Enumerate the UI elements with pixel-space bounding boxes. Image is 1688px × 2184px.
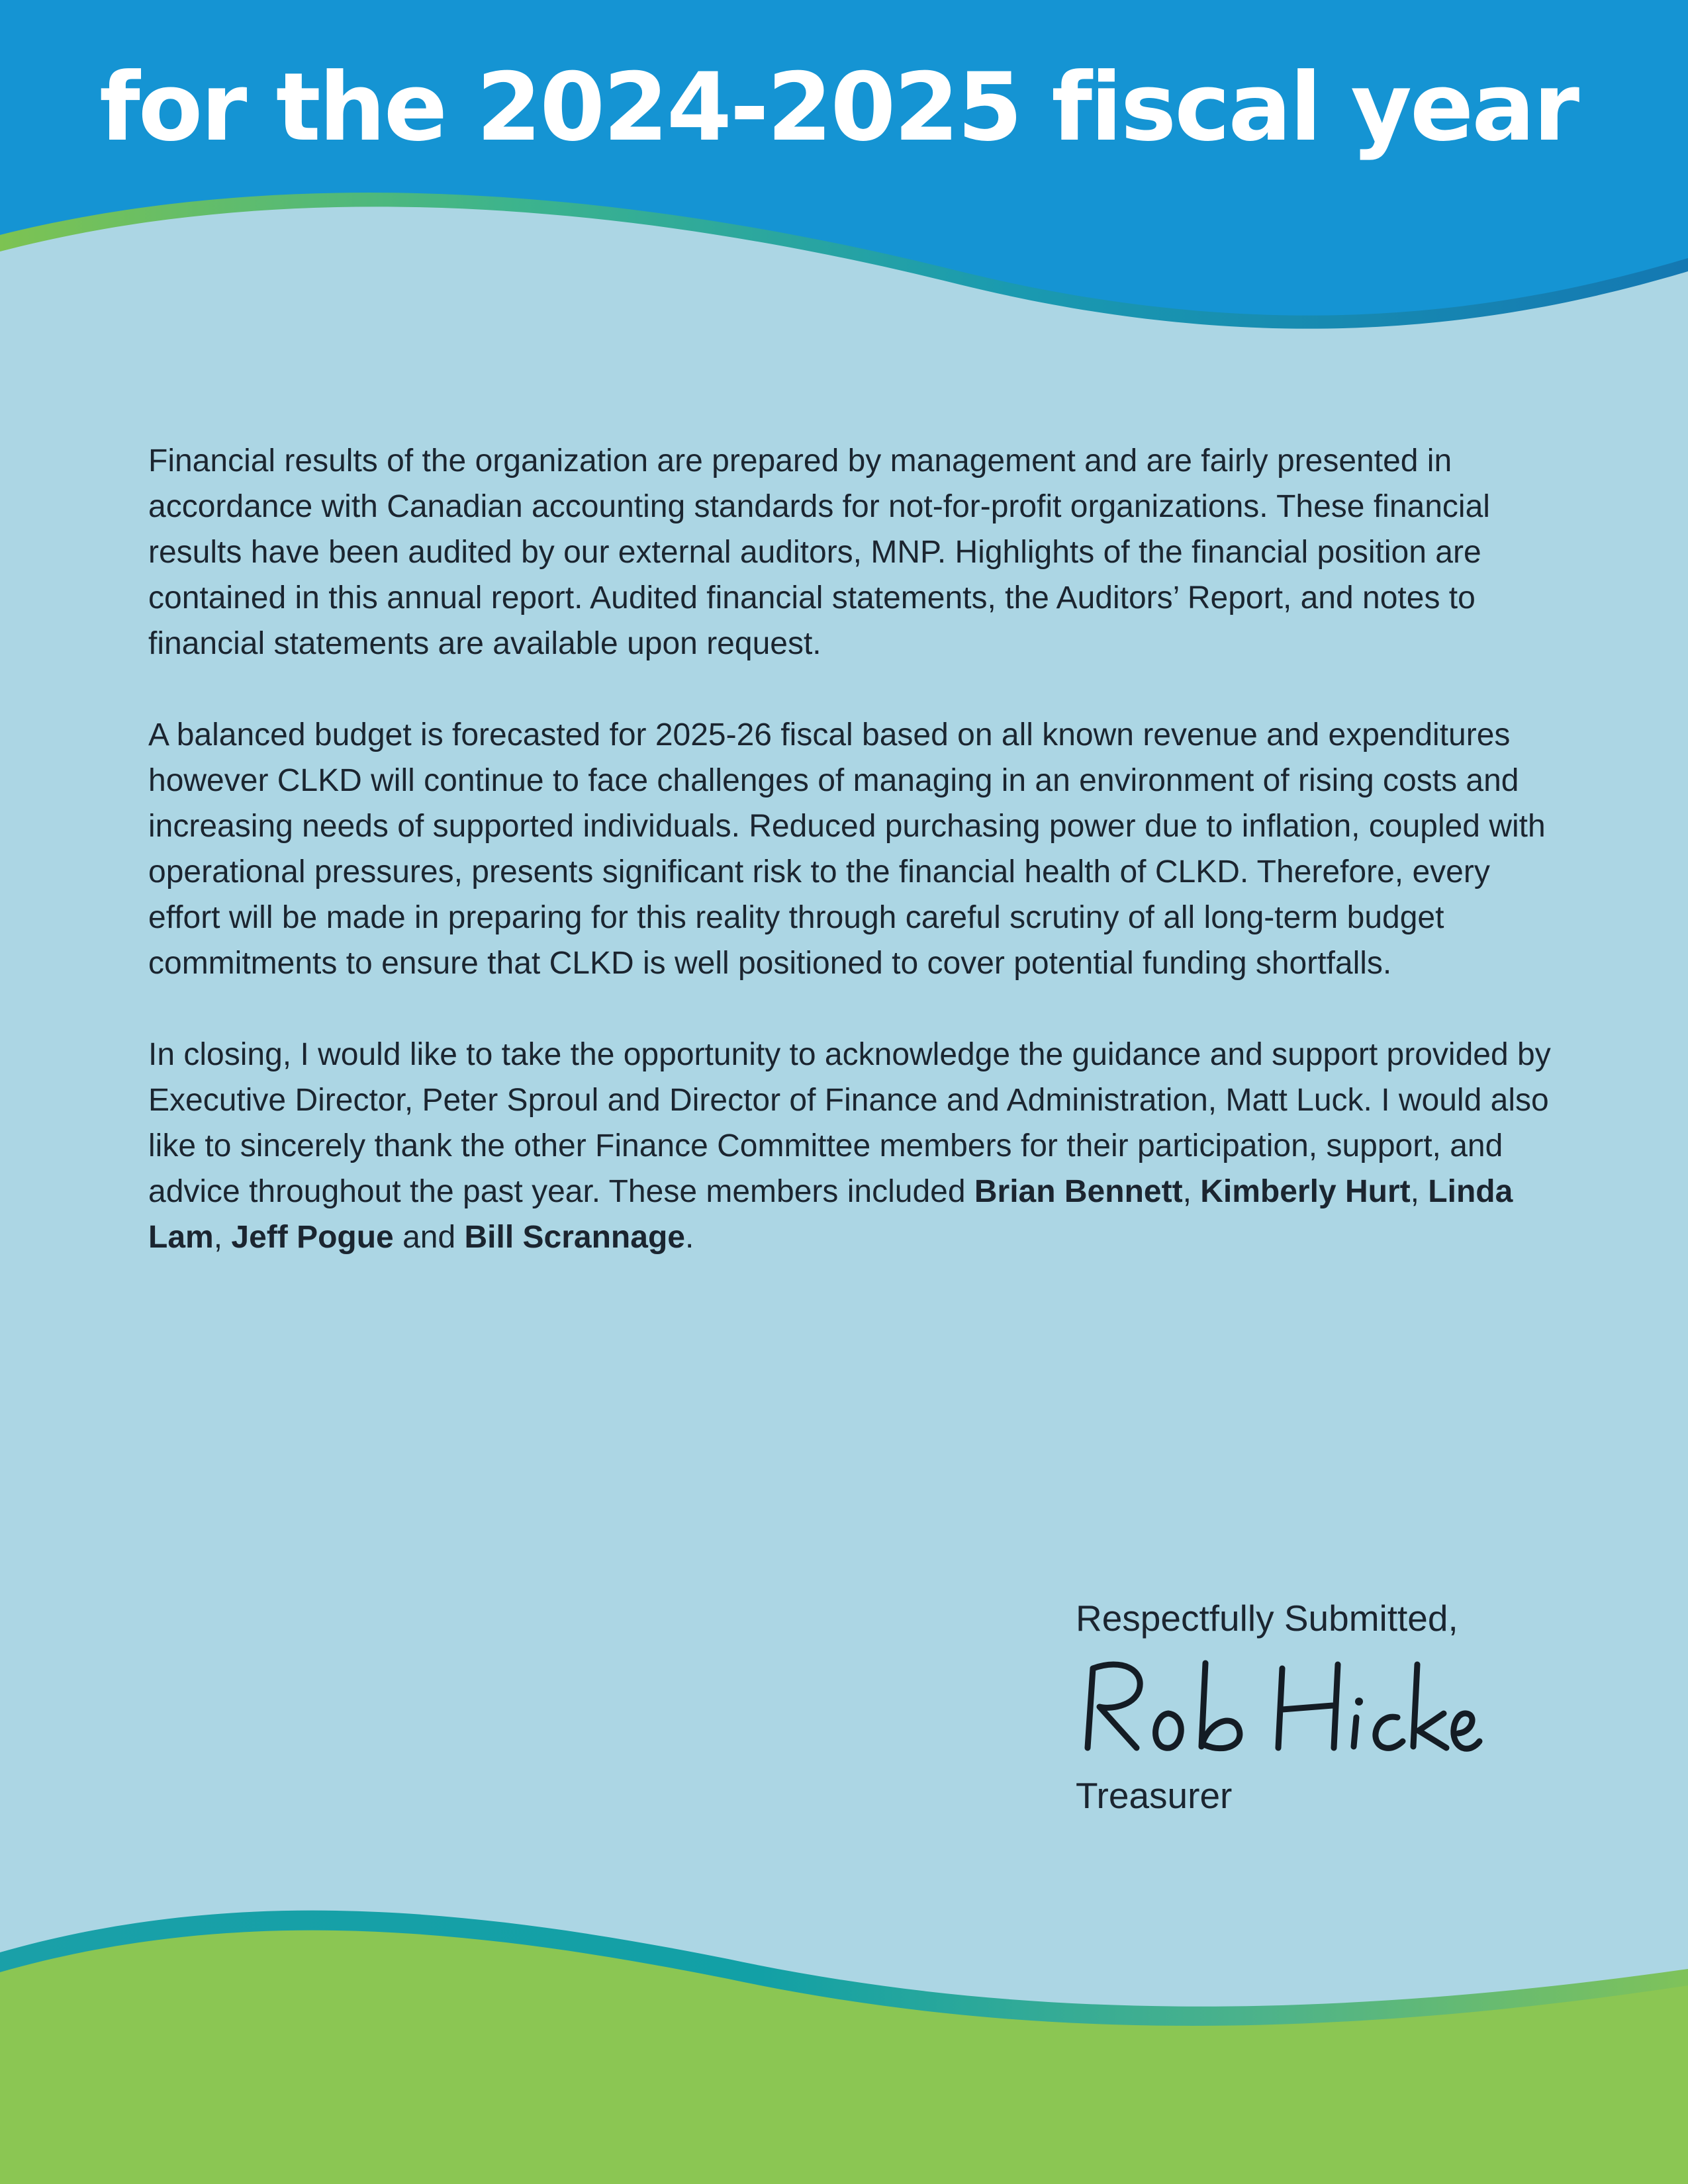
- paragraph-financial-results: Financial results of the organization are prepared by management and are fairly presented in accordance with Canadian accounting standards for not-for-profit organizations. These financial results have been audited by our external auditors, MNP. Highlights of the financial position are contained in this annual report. Audited financial statements, the Auditors’ Report, and notes to financial statements are available upon request.: [148, 443, 1490, 661]
- committee-member: Bill Scrannage: [464, 1220, 685, 1255]
- committee-member: Linda Lam: [148, 1174, 1513, 1255]
- report-body: [148, 438, 1552, 1306]
- page-title: for the 2024-2025 fiscal year: [99, 53, 1578, 162]
- committee-member: Jeff Pogue: [231, 1220, 394, 1255]
- member-separator: ,: [213, 1220, 232, 1255]
- signoff-block: [1076, 1592, 1539, 1822]
- signer-role: Treasurer: [1076, 1775, 1233, 1816]
- member-separator: ,: [1182, 1174, 1201, 1209]
- committee-member: Kimberly Hurt: [1200, 1174, 1411, 1209]
- member-separator: ,: [1410, 1174, 1429, 1209]
- closing-intro-text: In closing, I would like to take the opportunity to acknowledge the guidance and support provided by Executive Director, Peter Sproul and Director of Finance and Administration, Matt Luck. I would also like to sincerely thank the other Finance Committee members for their participation, support, and advice throughout the past year. These members included: [148, 1037, 1551, 1209]
- committee-member: Brian Bennett: [974, 1174, 1183, 1209]
- footer-wave: [0, 1931, 1688, 2184]
- closing-end-punctuation: .: [684, 1220, 694, 1255]
- paragraph-closing: [148, 1032, 1552, 1260]
- paragraph-budget-forecast: A balanced budget is forecasted for 2025-26 fiscal based on all known revenue and expenditures however CLKD will continue to face challenges of managing in an environment of rising costs and increasing needs of supported individuals. Reduced purchasing power due to inflation, coupled with operational pressures, presents significant risk to the financial health of CLKD. Therefore, every effort will be made in preparing for this reality through careful scrutiny of all long-term budget commitments to ensure that CLKD is well positioned to cover potential funding shortfalls.: [148, 717, 1546, 981]
- handwritten-signature: [1076, 1649, 1486, 1768]
- member-last-separator: and: [393, 1220, 465, 1255]
- closing-salutation: Respectfully Submitted,: [1076, 1598, 1458, 1639]
